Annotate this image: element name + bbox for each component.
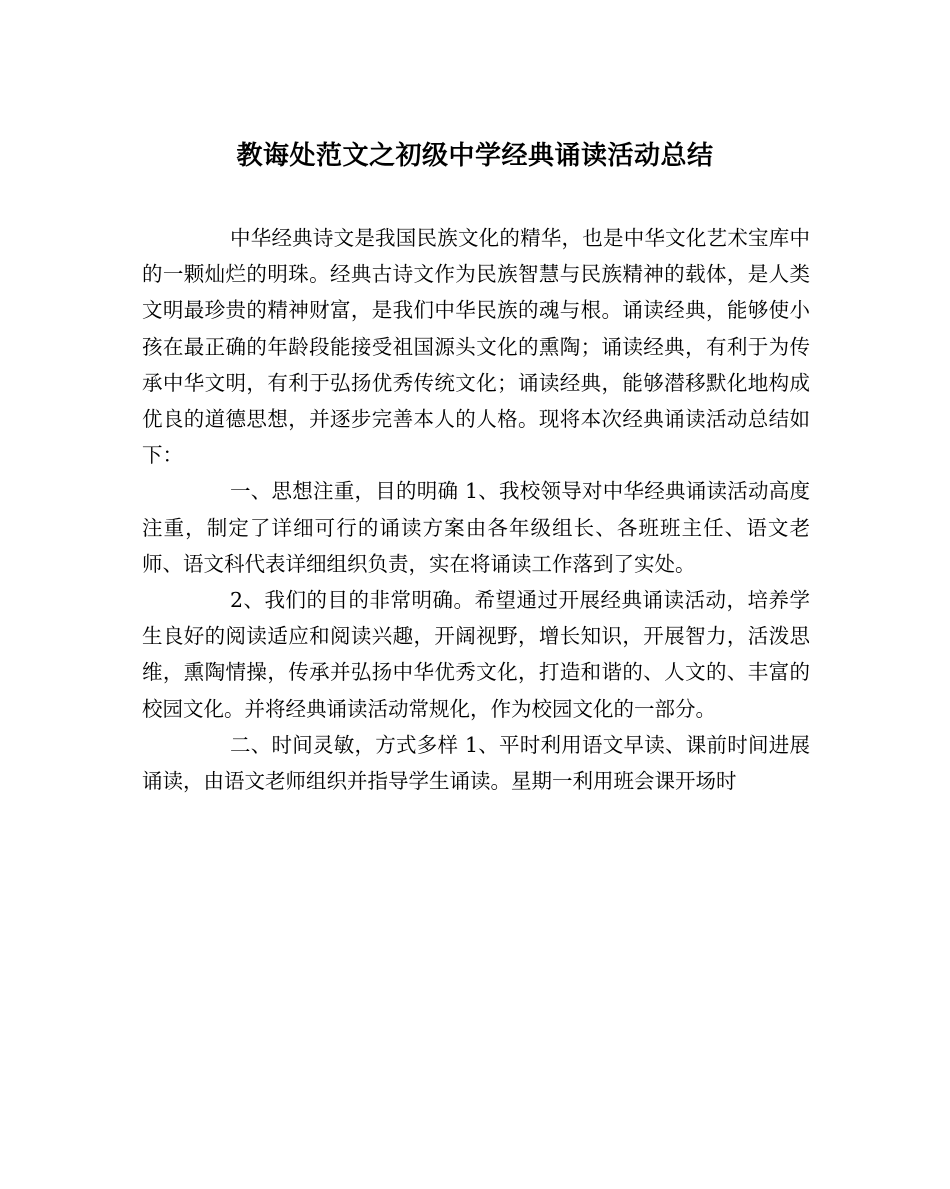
paragraph-intro: 中华经典诗文是我国民族文化的精华，也是中华文化艺术宝库中的一颗灿烂的明珠。经典古诗文作为民族智慧与民族精神的载体，是人类文明最珍贵的精神财富，是我们中华民族的魂与根。诵读经典，能够使小孩在最正确的年龄段能接受祖国源头文化的熏陶；诵读经典，有利于为传承中华文明，有利于弘扬优秀传统文化；诵读经典，能够潜移默化地构成优良的道德思想，并逐步完善本人的人格。现将本次经典诵读活动总结如下： [142,226,810,468]
document-body [142,220,810,799]
paragraph-section-1-point-2: 2、我们的目的非常明确。希望通过开展经典诵读活动，培养学生良好的阅读适应和阅读兴趣，开阔视野，增长知识，开展智力，活泼思维，熏陶情操，传承并弘扬中华优秀文化，打造和谐的、人文的、丰富的校园文化。并将经典诵读活动常规化，作为校园文化的一部分。 [142,588,810,721]
document-title: 教诲处范文之初级中学经典诵读活动总结 [236,141,714,171]
paragraph-section-2: 二、时间灵敏，方式多样 1、平时利用语文早读、课前时间进展诵读，由语文老师组织并指导学生诵读。星期一利用班会课开场时 [142,732,810,794]
paragraph-section-1: 一、思想注重，目的明确 1、我校领导对中华经典诵读活动高度注重，制定了详细可行的诵读方案由各年级组长、各班班主任、语文老师、语文科代表详细组织负责，实在将诵读工作落到了实处。 [142,479,810,576]
